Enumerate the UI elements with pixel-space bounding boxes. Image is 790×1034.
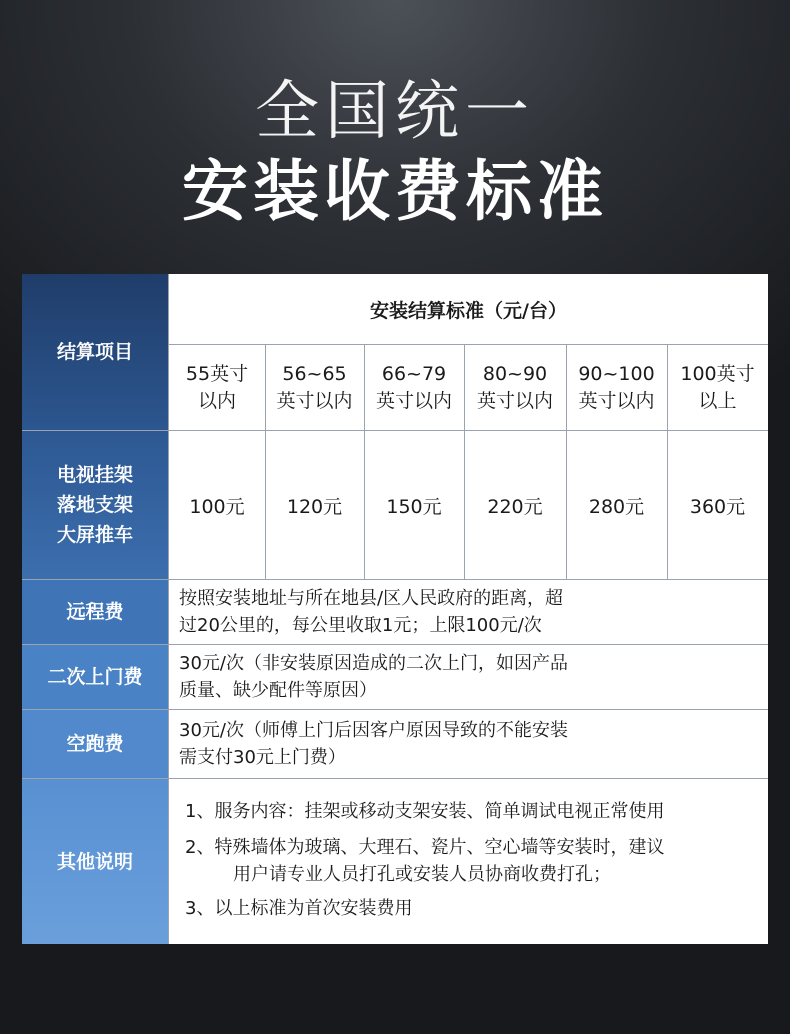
size-line: 56~65 xyxy=(282,362,347,385)
size-col-3 xyxy=(364,345,464,430)
title-line-2: 安装收费标准 xyxy=(182,153,608,230)
divider xyxy=(22,579,768,580)
row-label-empty-run-fee: 空跑费 xyxy=(22,710,168,778)
size-line: 以上 xyxy=(698,389,737,412)
size-line: 英寸以内 xyxy=(476,389,553,412)
price-cell: 220元 xyxy=(487,495,543,518)
install-item: 落地支架 xyxy=(56,494,133,516)
divider xyxy=(168,274,169,944)
size-line: 66~79 xyxy=(381,362,447,385)
size-line: 英寸以内 xyxy=(276,389,353,412)
size-col-1 xyxy=(169,345,265,430)
divider xyxy=(265,345,266,579)
title-line-1: 全国统一 xyxy=(255,75,535,149)
text-line: 质量、缺少配件等原因） xyxy=(179,680,377,701)
size-line: 55英寸 xyxy=(185,362,249,385)
install-items-cell xyxy=(22,431,168,579)
note-item-1: 1、服务内容：挂架或移动支架安装、简单调试电视正常使用 xyxy=(185,801,665,822)
note-item-2-continued: 用户请专业人员打孔或安装人员协商收费打孔； xyxy=(233,864,611,885)
divider xyxy=(22,644,768,645)
price-cell: 280元 xyxy=(588,495,645,518)
row-label-second-visit-fee: 二次上门费 xyxy=(22,645,168,709)
price-cell: 120元 xyxy=(286,495,343,518)
empty-run-fee-text xyxy=(169,710,768,778)
size-line: 以内 xyxy=(197,389,236,412)
size-line: 100英寸 xyxy=(680,362,755,385)
size-line: 90~100 xyxy=(578,362,655,385)
size-line: 80~90 xyxy=(482,362,548,385)
note-item-3: 3、以上标准为首次安装费用 xyxy=(185,898,413,919)
size-col-5 xyxy=(566,345,667,430)
header-title: 安装结算标准（元/台） xyxy=(370,299,567,322)
divider xyxy=(464,345,465,579)
install-item: 大屏推车 xyxy=(56,524,133,546)
row-label-remote-fee: 远程费 xyxy=(22,580,168,644)
price-cell: 360元 xyxy=(689,495,746,518)
text-line: 需支付30元上门费） xyxy=(179,747,346,768)
size-col-2 xyxy=(265,345,364,430)
row-label-other-notes: 其他说明 xyxy=(22,779,168,944)
text-line: 过20公里的，每公里收取1元；上限100元/次 xyxy=(179,615,542,636)
second-visit-fee-text xyxy=(169,645,768,709)
divider xyxy=(169,344,768,345)
divider xyxy=(22,709,768,710)
note-item-2: 2、特殊墙体为玻璃、大理石、瓷片、空心墙等安装时，建议 xyxy=(185,837,665,858)
corner-label: 结算项目 xyxy=(22,274,168,430)
price-cell: 100元 xyxy=(189,495,245,518)
divider xyxy=(22,778,768,779)
divider xyxy=(22,430,768,431)
fee-table xyxy=(22,274,768,944)
divider xyxy=(566,345,567,579)
install-item: 电视挂架 xyxy=(56,464,133,486)
size-col-4 xyxy=(464,345,566,430)
divider xyxy=(364,345,365,579)
size-line: 英寸以内 xyxy=(375,389,452,412)
text-line: 按照安装地址与所在地县/区人民政府的距离，超 xyxy=(179,588,564,609)
size-line: 英寸以内 xyxy=(578,389,655,412)
remote-fee-text xyxy=(169,580,768,644)
text-line: 30元/次（师傅上门后因客户原因导致的不能安装 xyxy=(179,720,568,741)
price-cell: 150元 xyxy=(386,495,442,518)
divider xyxy=(667,345,668,579)
text-line: 30元/次（非安装原因造成的二次上门，如因产品 xyxy=(179,653,568,674)
size-col-6 xyxy=(667,345,768,430)
